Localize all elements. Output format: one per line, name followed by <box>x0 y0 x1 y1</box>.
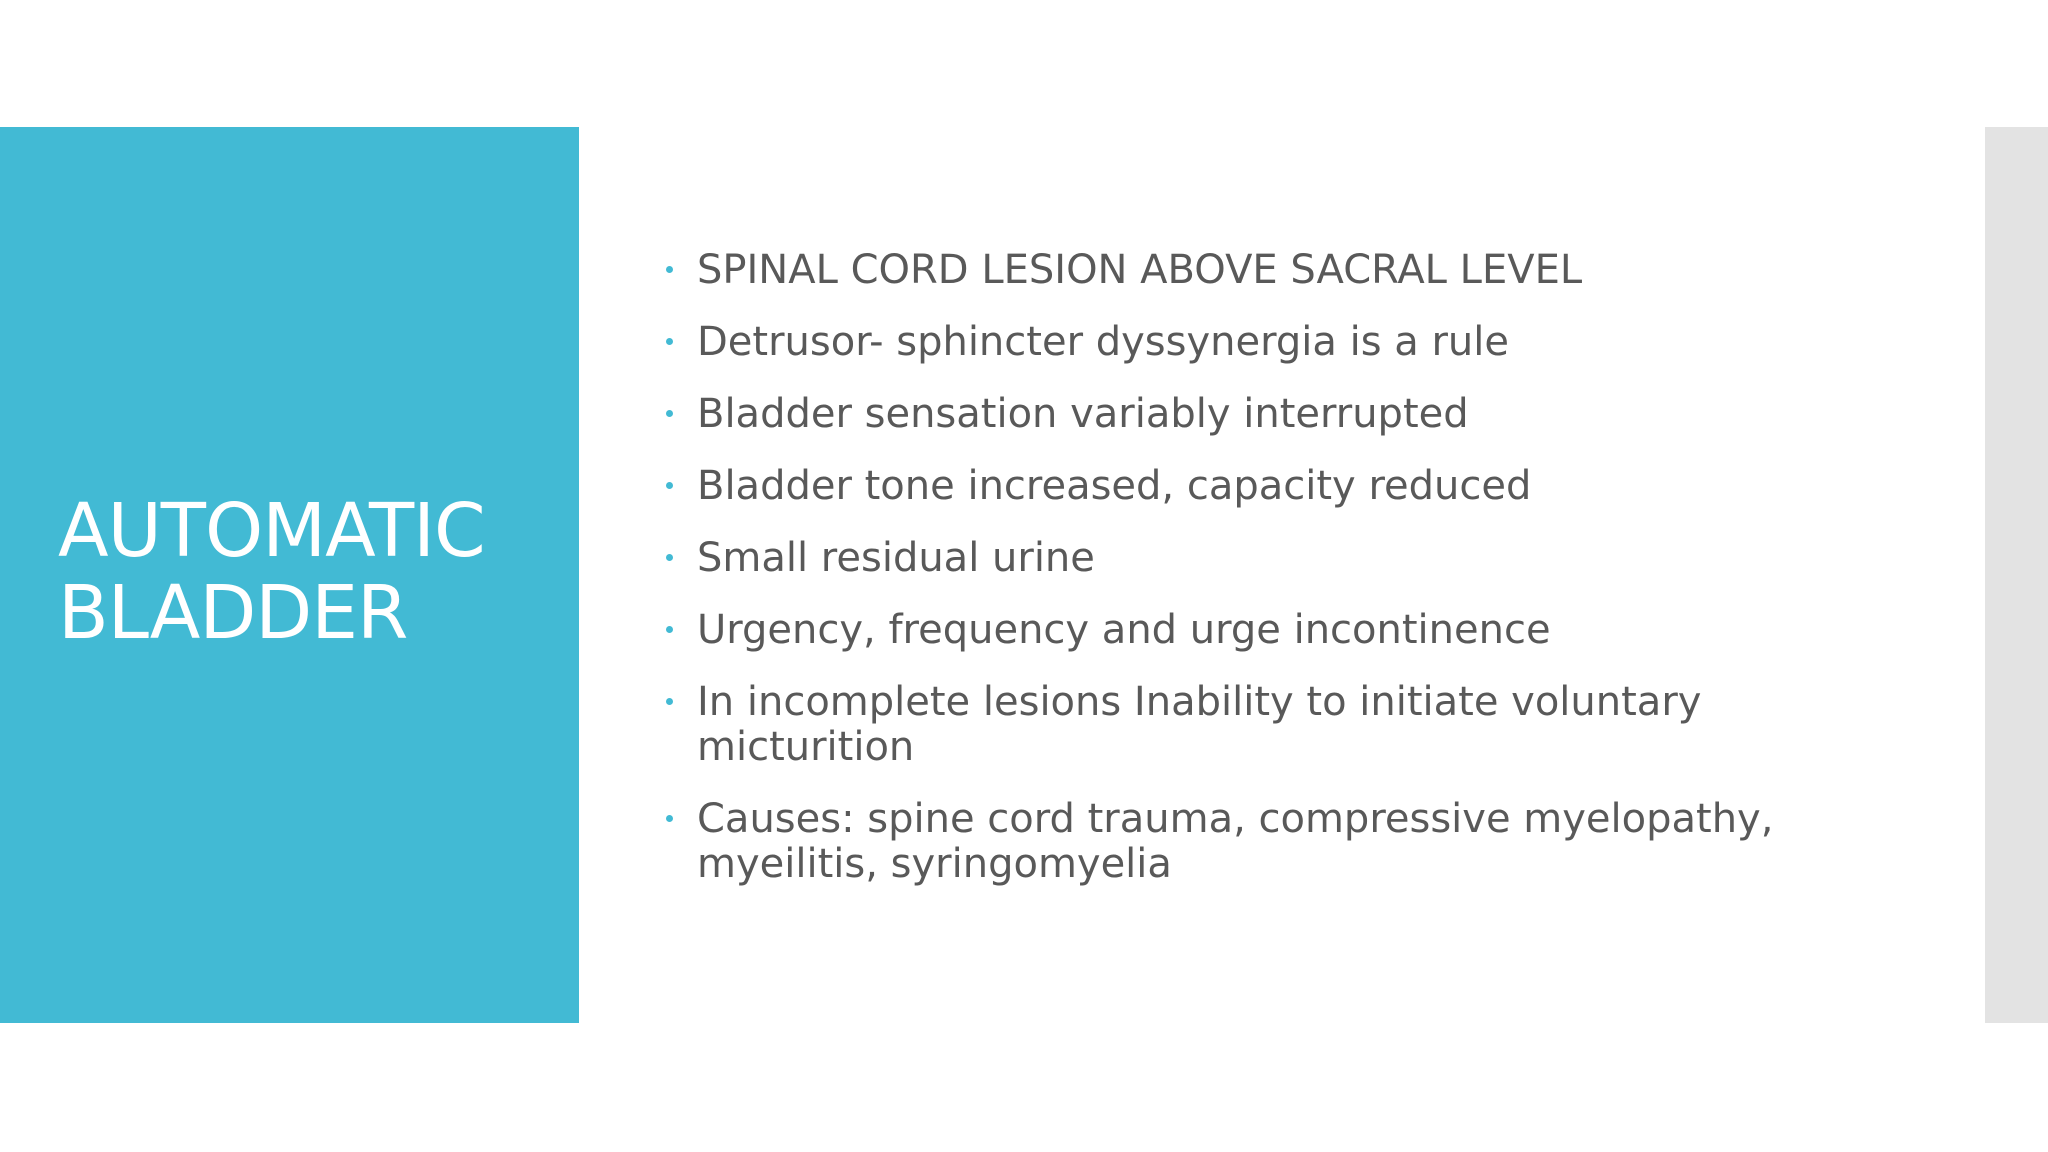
slide-title <box>58 490 558 654</box>
bullet-text: SPINAL CORD LESION ABOVE SACRAL LEVEL <box>697 247 1583 293</box>
bullet-dot-icon <box>666 626 673 633</box>
bullet-item <box>666 608 1826 653</box>
bullet-dot-icon <box>666 482 673 489</box>
bullet-dot-icon <box>666 554 673 561</box>
bullet-text: Causes: spine cord trauma, compressive myelopathy, myeilitis, syringomyelia <box>697 796 1774 887</box>
bullet-item <box>666 248 1826 293</box>
bullet-text: Detrusor- sphincter dyssynergia is a rule <box>697 319 1509 365</box>
bullet-item <box>666 680 1826 770</box>
bullet-item <box>666 392 1826 437</box>
bullet-dot-icon <box>666 698 673 705</box>
bullet-text: Small residual urine <box>697 535 1095 581</box>
bullet-item <box>666 464 1826 509</box>
bullet-dot-icon <box>666 266 673 273</box>
slide-title-line-1: AUTOMATIC <box>58 488 485 574</box>
bullet-text: Urgency, frequency and urge incontinence <box>697 607 1551 653</box>
bullet-text: Bladder sensation variably interrupted <box>697 391 1469 437</box>
bullet-text: Bladder tone increased, capacity reduced <box>697 463 1532 509</box>
bullet-item <box>666 536 1826 581</box>
bullet-dot-icon <box>666 410 673 417</box>
bullet-dot-icon <box>666 815 673 822</box>
bullet-item <box>666 797 1826 887</box>
slide-title-line-2: BLADDER <box>58 570 408 656</box>
bullet-item <box>666 320 1826 365</box>
side-strip <box>1985 127 2048 1023</box>
bullet-dot-icon <box>666 338 673 345</box>
bullet-text: In incomplete lesions Inability to initiate voluntary micturition <box>697 679 1702 770</box>
bullet-list <box>666 248 1826 914</box>
